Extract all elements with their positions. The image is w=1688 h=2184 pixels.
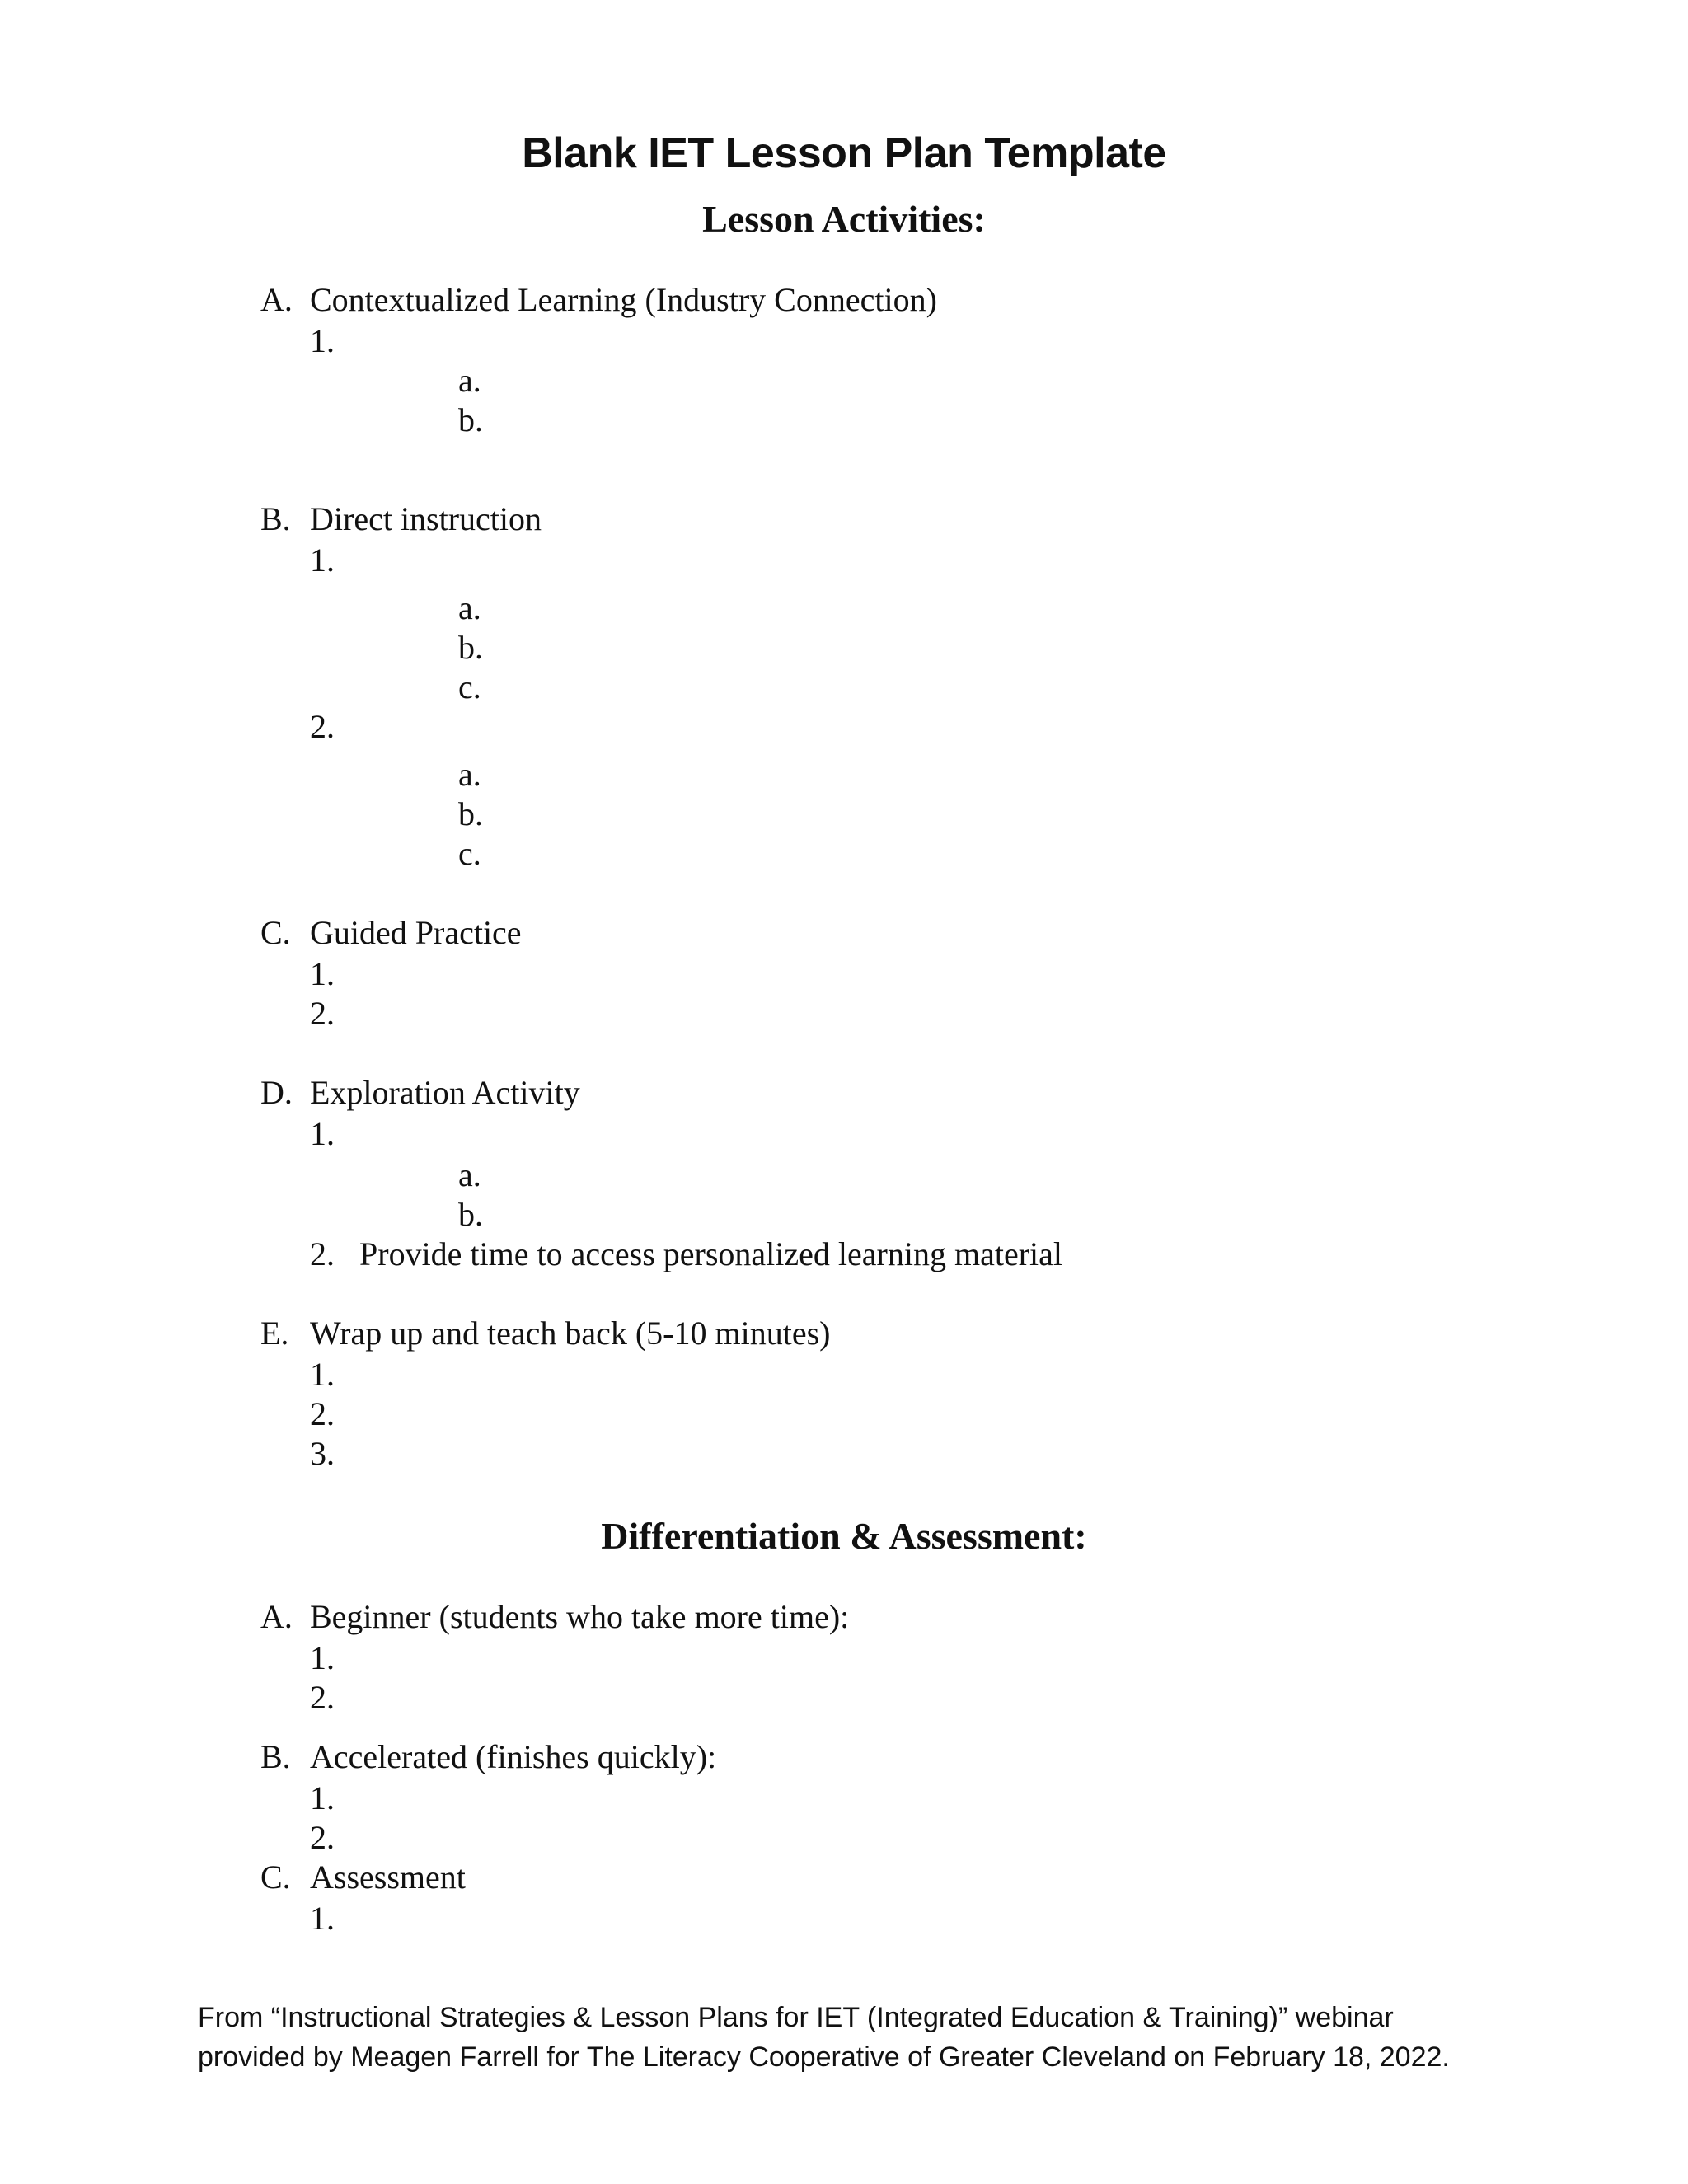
section-marker: A. xyxy=(260,1598,293,1635)
item-marker: 2. xyxy=(310,1235,335,1272)
item-marker: 2. xyxy=(310,1395,335,1432)
section-label: Accelerated (finishes quickly): xyxy=(310,1738,717,1775)
sub-item-marker: a. xyxy=(458,589,481,626)
item-marker: 1. xyxy=(310,1115,335,1152)
sub-item-marker: b. xyxy=(458,1196,483,1233)
item-marker: 1. xyxy=(310,1639,335,1676)
lesson-activities-heading: Lesson Activities: xyxy=(702,198,986,240)
item-marker: 1. xyxy=(310,322,335,359)
sub-item-marker: a. xyxy=(458,362,481,399)
sub-item-marker: a. xyxy=(458,1156,481,1193)
item-marker: 3. xyxy=(310,1435,335,1472)
section-marker: A. xyxy=(260,281,293,318)
page-title: Blank IET Lesson Plan Template xyxy=(522,129,1166,177)
item-marker: 2. xyxy=(310,995,335,1032)
sub-item-marker: b. xyxy=(458,629,483,666)
section-label: Guided Practice xyxy=(310,914,522,951)
item-marker: 1. xyxy=(310,1356,335,1393)
section-marker: C. xyxy=(260,1858,291,1896)
differentiation-heading: Differentiation & Assessment: xyxy=(601,1515,1087,1557)
item-marker: 1. xyxy=(310,1779,335,1816)
sub-item-marker: c. xyxy=(458,668,481,705)
footer-citation xyxy=(198,1998,1450,2077)
item-text: Provide time to access personalized learning material xyxy=(359,1235,1063,1272)
item-marker: 1. xyxy=(310,541,335,579)
section-label: Wrap up and teach back (5-10 minutes) xyxy=(310,1315,831,1352)
section-label: Contextualized Learning (Industry Connection) xyxy=(310,281,937,318)
section-label: Assessment xyxy=(310,1858,466,1896)
item-marker: 2. xyxy=(310,1679,335,1716)
section-marker: D. xyxy=(260,1074,293,1111)
sub-item-marker: a. xyxy=(458,756,481,793)
footer-line-2: provided by Meagen Farrell for The Literacy Cooperative of Greater Cleveland on February 18, 2022. xyxy=(198,2041,1450,2073)
sub-item-marker: b. xyxy=(458,795,483,832)
sub-item-marker: c. xyxy=(458,835,481,872)
section-marker: B. xyxy=(260,500,291,537)
item-marker: 2. xyxy=(310,708,335,745)
section-marker: C. xyxy=(260,914,291,951)
item-marker: 1. xyxy=(310,955,335,992)
footer-line-1: From “Instructional Strategies & Lesson Plans for IET (Integrated Education & Training)” webinar xyxy=(198,2002,1394,2033)
section-marker: B. xyxy=(260,1738,291,1775)
section-label: Exploration Activity xyxy=(310,1074,580,1111)
item-marker: 1. xyxy=(310,1900,335,1937)
section-label: Beginner (students who take more time): xyxy=(310,1598,850,1635)
section-marker: E. xyxy=(260,1315,289,1352)
item-marker: 2. xyxy=(310,1819,335,1856)
sub-item-marker: b. xyxy=(458,401,483,438)
section-label: Direct instruction xyxy=(310,500,542,537)
